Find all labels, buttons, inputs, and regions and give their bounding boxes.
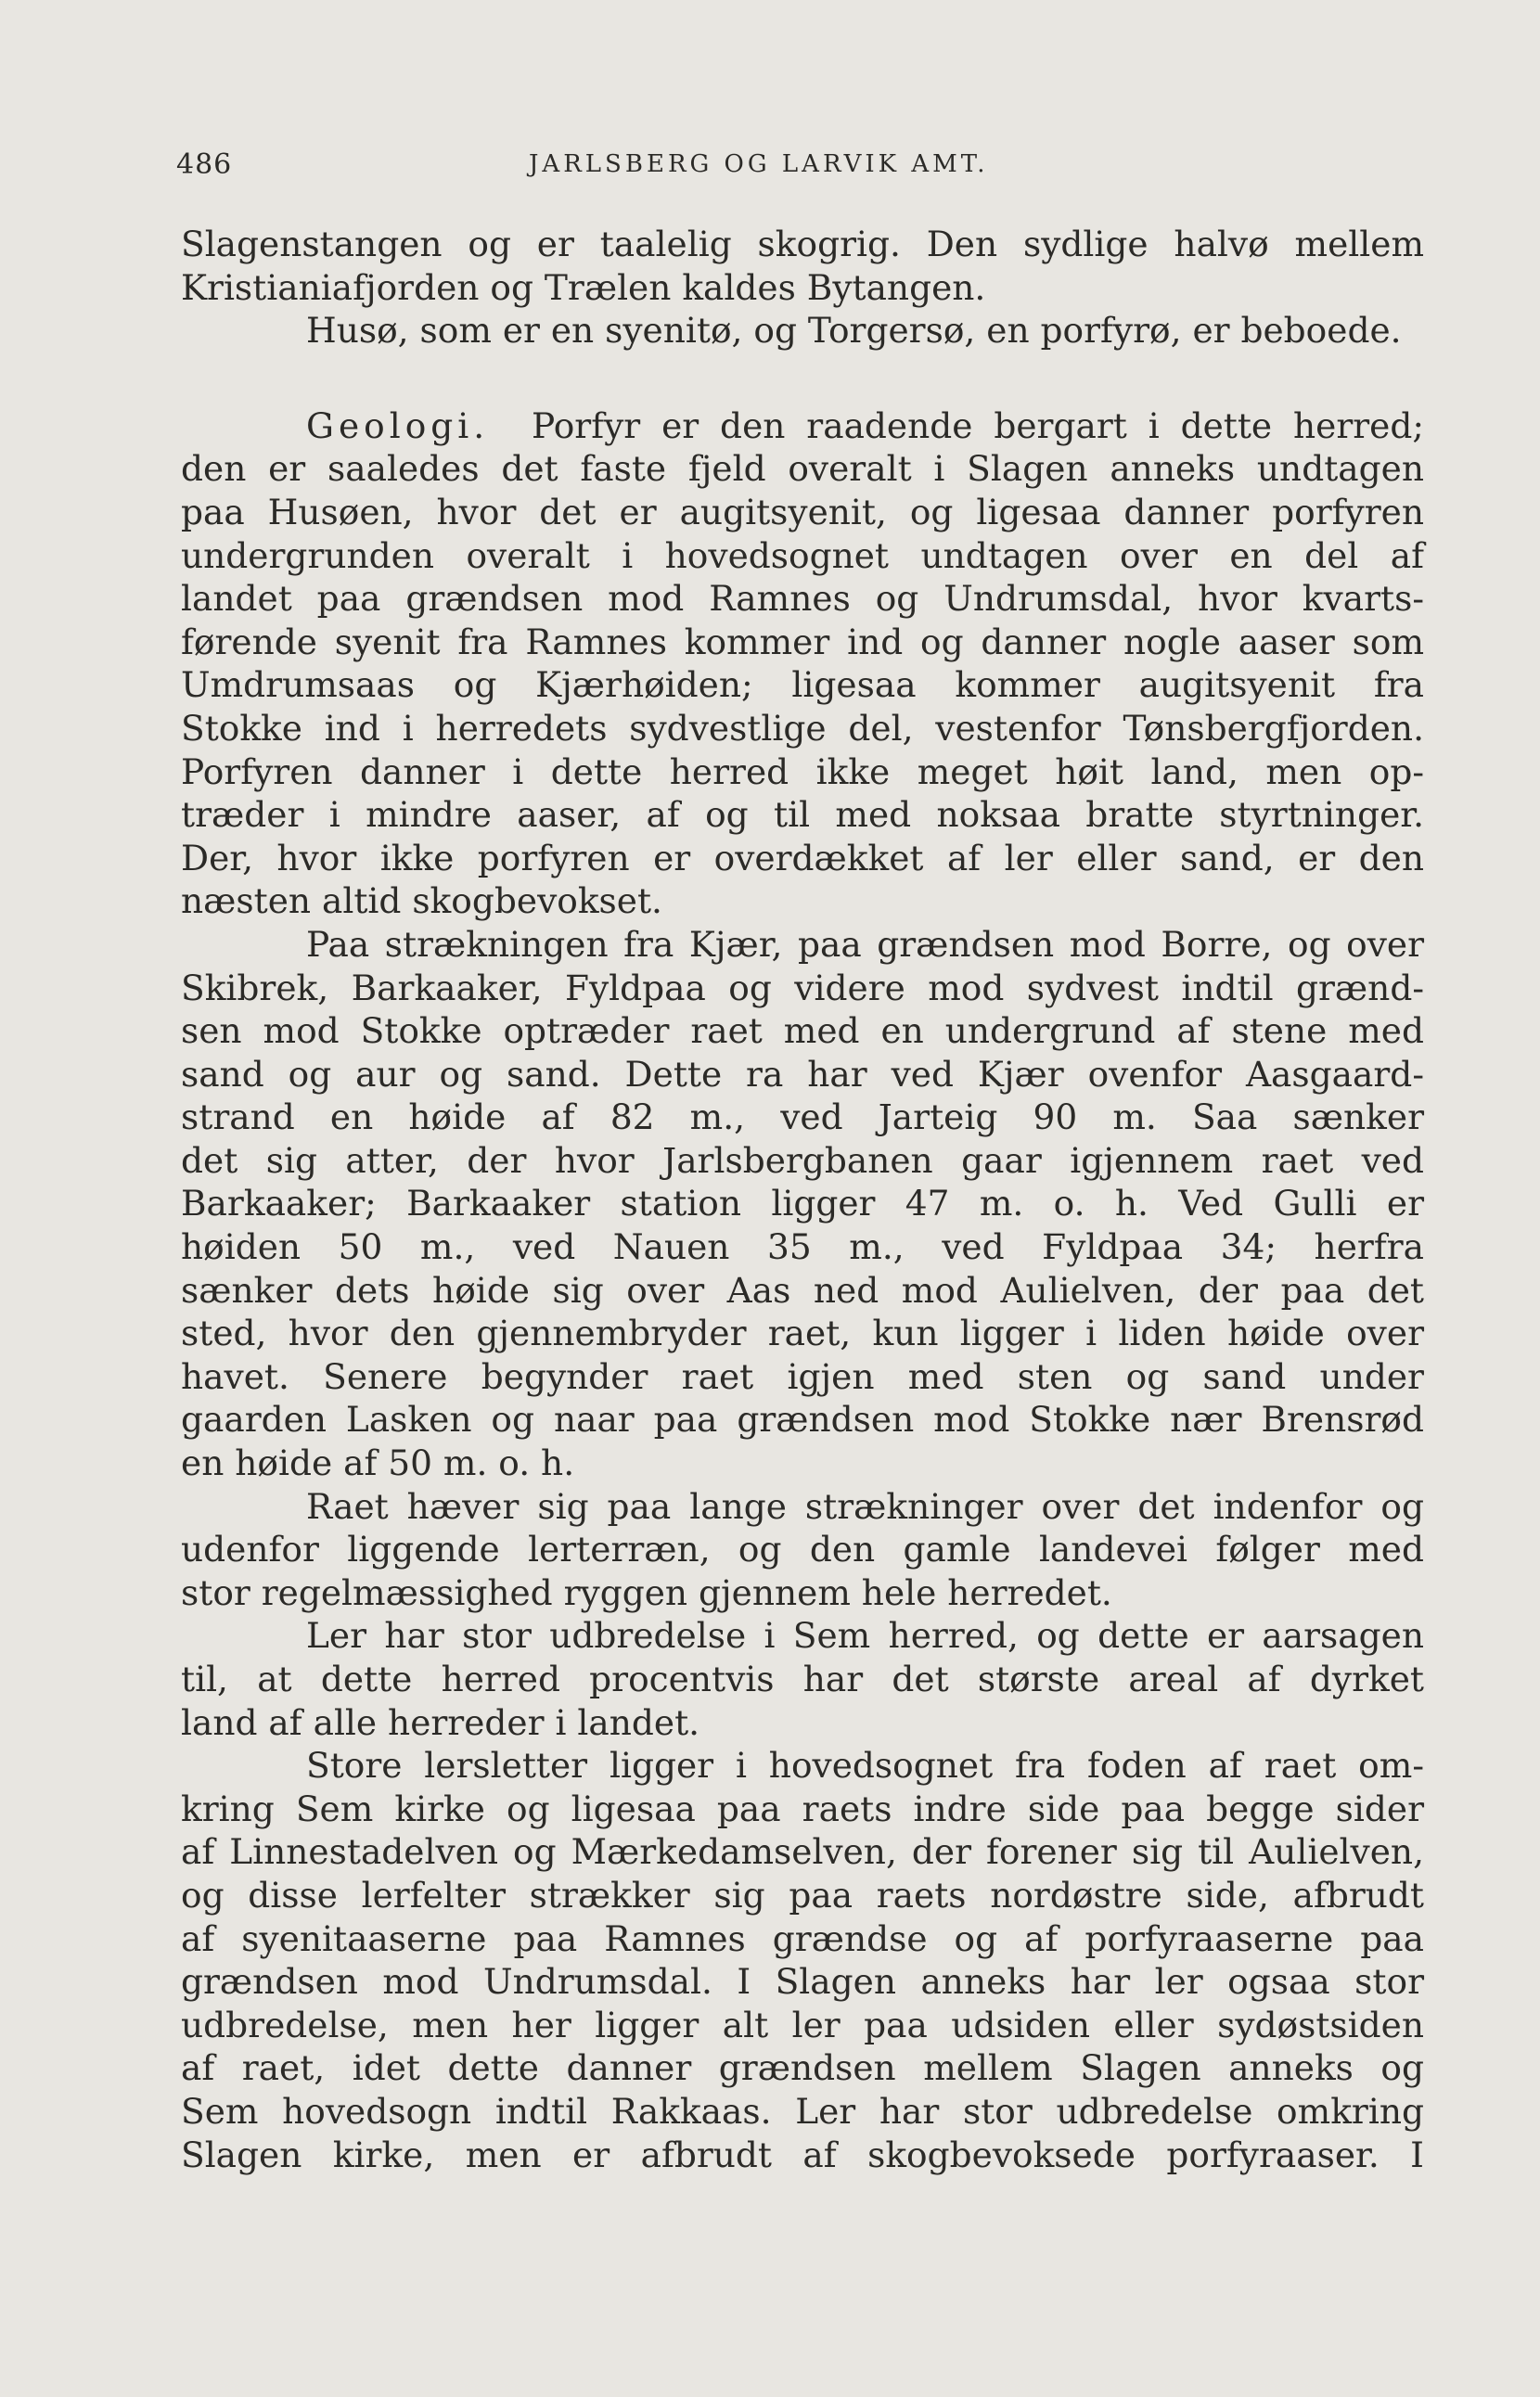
- text-line: sen mod Stokke optræder raet med en undergrund af stene med: [181, 1010, 1424, 1052]
- text-line: udbredelse, men her ligger alt ler paa udsiden eller sydøstsiden: [181, 2004, 1424, 2045]
- text-line: næsten altid skogbevokset.: [181, 880, 662, 922]
- text-line: paa Husøen, hvor det er augitsyenit, og ligesaa danner porfyren: [181, 491, 1424, 532]
- text-line: af Linnestadelven og Mærkedamselven, der forener sig til Aulielven,: [181, 1831, 1424, 1873]
- text-line: træder i mindre aaser, af og til med noksaa bratte styrtninger.: [181, 794, 1424, 836]
- text-line: land af alle herreder i landet.: [181, 1701, 700, 1743]
- text-line: Der, hvor ikke porfyren er overdækket af ler eller sand, er den: [181, 837, 1424, 878]
- text-line: og disse lerfelter strækker sig paa raets nordøstre side, afbrudt: [181, 1874, 1424, 1916]
- page-header: [176, 148, 1419, 186]
- text-line: gaarden Lasken og naar paa grændsen mod Stokke nær Brensrød: [181, 1399, 1424, 1441]
- text-line: sænker dets høide sig over Aas ned mod Aulielven, der paa det: [181, 1269, 1424, 1311]
- text-line: sand og aur og sand. Dette ra har ved Kjær ovenfor Aasgaard-: [181, 1053, 1424, 1095]
- text-line: kring Sem kirke og ligesaa paa raets indre side paa begge sider: [181, 1788, 1424, 1829]
- body-text: [181, 223, 1424, 2176]
- text-line: stor regelmæssighed ryggen gjennem hele herredet.: [181, 1571, 1112, 1613]
- text-line: Paa strækningen fra Kjær, paa grændsen mod Borre, og over: [306, 923, 1424, 965]
- text-line: til, at dette herred procentvis har det største areal af dyrket: [181, 1659, 1424, 1699]
- section-heading: Geologi.: [306, 404, 490, 446]
- text-line: en høide af 50 m. o. h.: [181, 1442, 575, 1484]
- text-line: af raet, idet dette danner grændsen mellem Slagen anneks og: [181, 2047, 1424, 2089]
- text-line: strand en høide af 82 m., ved Jarteig 90 m. Saa sænker: [181, 1096, 1424, 1138]
- text-line: Stokke ind i herredets sydvestlige del, vestenfor Tønsbergfjorden.: [181, 707, 1424, 749]
- text-line: den er saaledes det faste fjeld overalt i Slagen anneks undtagen: [181, 448, 1424, 490]
- text-line: Store lersletter ligger i hovedsognet fra foden af raet om-: [306, 1745, 1424, 1787]
- text-line: undergrunden overalt i hovedsognet undtagen over en del af: [181, 534, 1424, 576]
- text-line: sted, hvor den gjennembryder raet, kun ligger i liden høide over: [181, 1313, 1424, 1354]
- text-line: Skibrek, Barkaaker, Fyldpaa og videre mod sydvest indtil grænd-: [181, 967, 1424, 1008]
- text-line: førende syenit fra Ramnes kommer ind og danner nogle aaser som: [181, 621, 1424, 662]
- text-line: Sem hovedsogn indtil Rakkaas. Ler har stor udbredelse omkring: [181, 2090, 1424, 2132]
- text-line: Kristianiafjorden og Trælen kaldes Bytangen.: [181, 266, 986, 308]
- text-line: Slagen kirke, men er afbrudt af skogbevoksede porfyraaser. I: [181, 2134, 1424, 2175]
- text-line: Husø, som er en syenitø, og Torgersø, en porfyrø, er beboede.: [306, 310, 1402, 352]
- text-line: Umdrumsaas og Kjærhøiden; ligesaa kommer augitsyenit fra: [181, 664, 1424, 706]
- text-line: grændsen mod Undrumsdal. I Slagen anneks har ler ogsaa stor: [181, 1961, 1424, 2003]
- text-line: Ler har stor udbredelse i Sem herred, og dette er aarsagen: [306, 1615, 1424, 1657]
- running-head: JARLSBERG OG LARVIK AMT.: [529, 150, 989, 178]
- page-number: 486: [176, 148, 233, 181]
- text-line: landet paa grændsen mod Ramnes og Undrumsdal, hvor kvarts-: [181, 578, 1424, 620]
- text-line: havet. Senere begynder raet igjen med sten og sand under: [181, 1355, 1424, 1397]
- text-line: Slagenstangen og er taalelig skogrig. Den sydlige halvø mellem: [181, 224, 1424, 264]
- text-line: høiden 50 m., ved Nauen 35 m., ved Fyldpaa 34; herfra: [181, 1226, 1424, 1268]
- paragraph-gap: [181, 352, 1424, 404]
- text-line: Barkaaker; Barkaaker station ligger 47 m. o. h. Ved Gulli er: [181, 1183, 1424, 1224]
- text-line: Raet hæver sig paa lange strækninger over det indenfor og: [306, 1485, 1424, 1527]
- text-line-content: Porfyr er den raadende bergart i dette herred;: [531, 404, 1425, 446]
- text-line: det sig atter, der hvor Jarlsbergbanen gaar igjennem raet ved: [181, 1139, 1424, 1181]
- text-line: udenfor liggende lerterræn, og den gamle landevei følger med: [181, 1529, 1424, 1570]
- text-line: Porfyren danner i dette herred ikke meget høit land, men op-: [181, 750, 1424, 792]
- text-line: [181, 404, 1424, 448]
- text-line: af syenitaaserne paa Ramnes grændse og af porfyraaserne paa: [181, 1917, 1424, 1959]
